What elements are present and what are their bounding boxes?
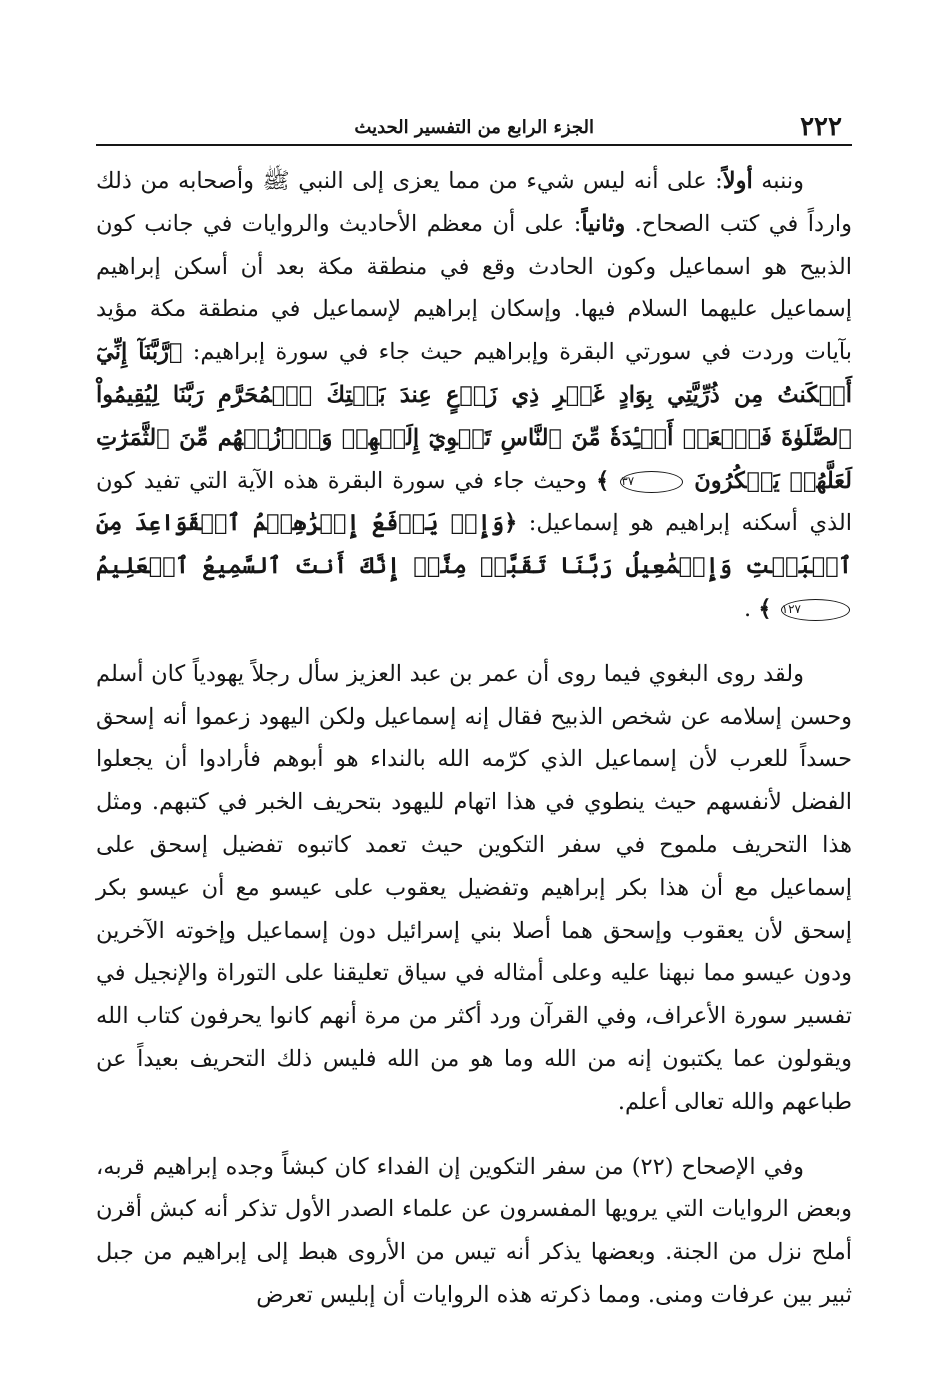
body-text: [96, 160, 852, 1317]
book-page: [96, 108, 852, 1317]
quran-verse-baqara-127: وَإِذۡ يَرۡفَعُ إِبۡرَٰهِـۧمُ ٱلۡقَوَاعِدَ مِنَ ٱلۡبَيۡتِ وَإِسۡمَٰعِيلُ رَبَّنَا تَقَبَّلۡ مِنَّآۖ إِنَّكَ أَنتَ ٱلسَّمِيعُ ٱلۡعَلِيمُ: [96, 510, 852, 580]
page-number: ٢٢٢: [800, 112, 842, 142]
paragraph-1-text-a: : على أنه ليس شيء من مما يعزى إلى النبي ﷺ وأصحابه من ذلك وارداً في كتب الصحاح.: [96, 168, 852, 237]
paragraph-1-end: .: [744, 595, 759, 622]
paragraph-1: [96, 160, 852, 631]
quran-bracket-close: ﴾: [596, 467, 610, 494]
paragraph-3: وفي الإصحاح (٢٢) من سفر التكوين إن الفداء كان كبشاً وجده إبراهيم قربه، وبعض الروايات التي يرويها المفسرون عن علماء الصدر الأول تذكر أنه كبش أقرن أملح نزل من الجنة. وبعضها يذكر أنه تيس من الأروى هبط إلى إبراهيم من جبل ثبير بين عرفات ومنى. ومما ذكرته هذه الروايات أن إبليس تعرض: [96, 1153, 852, 1308]
ayah-number-marker-2: ١٢٧: [781, 599, 850, 621]
quran-bracket-open-2: ﴿: [504, 510, 518, 537]
quran-bracket-close-2: ﴾: [758, 595, 772, 622]
ayah-number-marker: ٣٧: [620, 471, 683, 493]
running-header-title: الجزء الرابع من التفسير الحديث: [354, 117, 594, 138]
paragraph-1-opening: وننبه: [752, 168, 804, 194]
paragraph-2: ولقد روى البغوي فيما روى أن عمر بن عبد العزيز سأل رجلاً يهودياً كان أسلم وحسن إسلامه عن شخص الذبيح فقال إنه إسماعيل ولكن اليهود زعموا أنه إسحق حسداً للعرب لأن إسماعيل الذي كرّمه الله بالنداء هو أبوهم فأرادوا أن يجعلوا الفضل لأنفسهم حيث ينطوي في هذا اتهام لليهود بتحريف الخبر في كتبهم. ومثل هذا التحريف ملموح في سفر التكوين حيث تعمد كاتبوه تفضيل إسحق على إسماعيل مع أن هذا بكر إبراهيم وتفضيل يعقوب على عيسو مع أن عيسو بكر إسحق لأن يعقوب وإسحق هما أصلا بني إسرائيل دون إسماعيل وإخوته الآخرين ودون عيسو مما نبهنا عليه وعلى أمثاله في سياق تعليقنا على التوراة والإنجيل في تفسير سورة الأعراف، وفي القرآن ورد أكثر من مرة أنهم كانوا يحرفون كتاب الله ويقولون عما يكتبون إنه من الله وما هو من الله فليس ذلك التحريف بعيداً عن طباعهم والله تعالى أعلم.: [96, 660, 852, 1115]
second-point-label: وثانياً: [581, 210, 626, 237]
paragraph-1-text-c: وحيث جاء في سورة البقرة هذه الآية التي تفيد كون الذي أسكنه إبراهيم هو إسماعيل:: [96, 467, 852, 537]
quran-bracket-open: ﴿: [169, 339, 183, 366]
paragraph-1-text-b: : على أن معظم الأحاديث والروايات في جانب كون الذبيح هو اسماعيل وكون الحادث وقع في منطقة مكة بعد أن أسكن إبراهيم إسماعيل عليهما السلام فيها. وإسكان إبراهيم لإسماعيل في منطقة مكة مؤيد بآيات وردت في سورتي البقرة وإبراهيم حيث جاء في سورة إبراهيم:: [96, 210, 852, 366]
running-header: [96, 108, 852, 146]
quran-verse-ibrahim-37: رَّبَّنَآ إِنِّيٓ أَسۡكَنتُ مِن ذُرِّيَّتِي بِوَادٍ غَيۡرِ ذِي زَرۡعٍ عِندَ بَيۡتِكَ ٱلۡمُحَرَّمِ رَبَّنَا لِيُقِيمُواْ ٱلصَّلَوٰةَ فَٱجۡعَلۡ أَفۡـِٔدَةٗ مِّنَ ٱلنَّاسِ تَهۡوِيٓ إِلَيۡهِمۡ وَٱرۡزُقۡهُم مِّنَ ٱلثَّمَرَٰتِ لَعَلَّهُمۡ يَشۡكُرُونَ: [96, 339, 852, 494]
first-point-label: أولاً: [722, 168, 753, 194]
